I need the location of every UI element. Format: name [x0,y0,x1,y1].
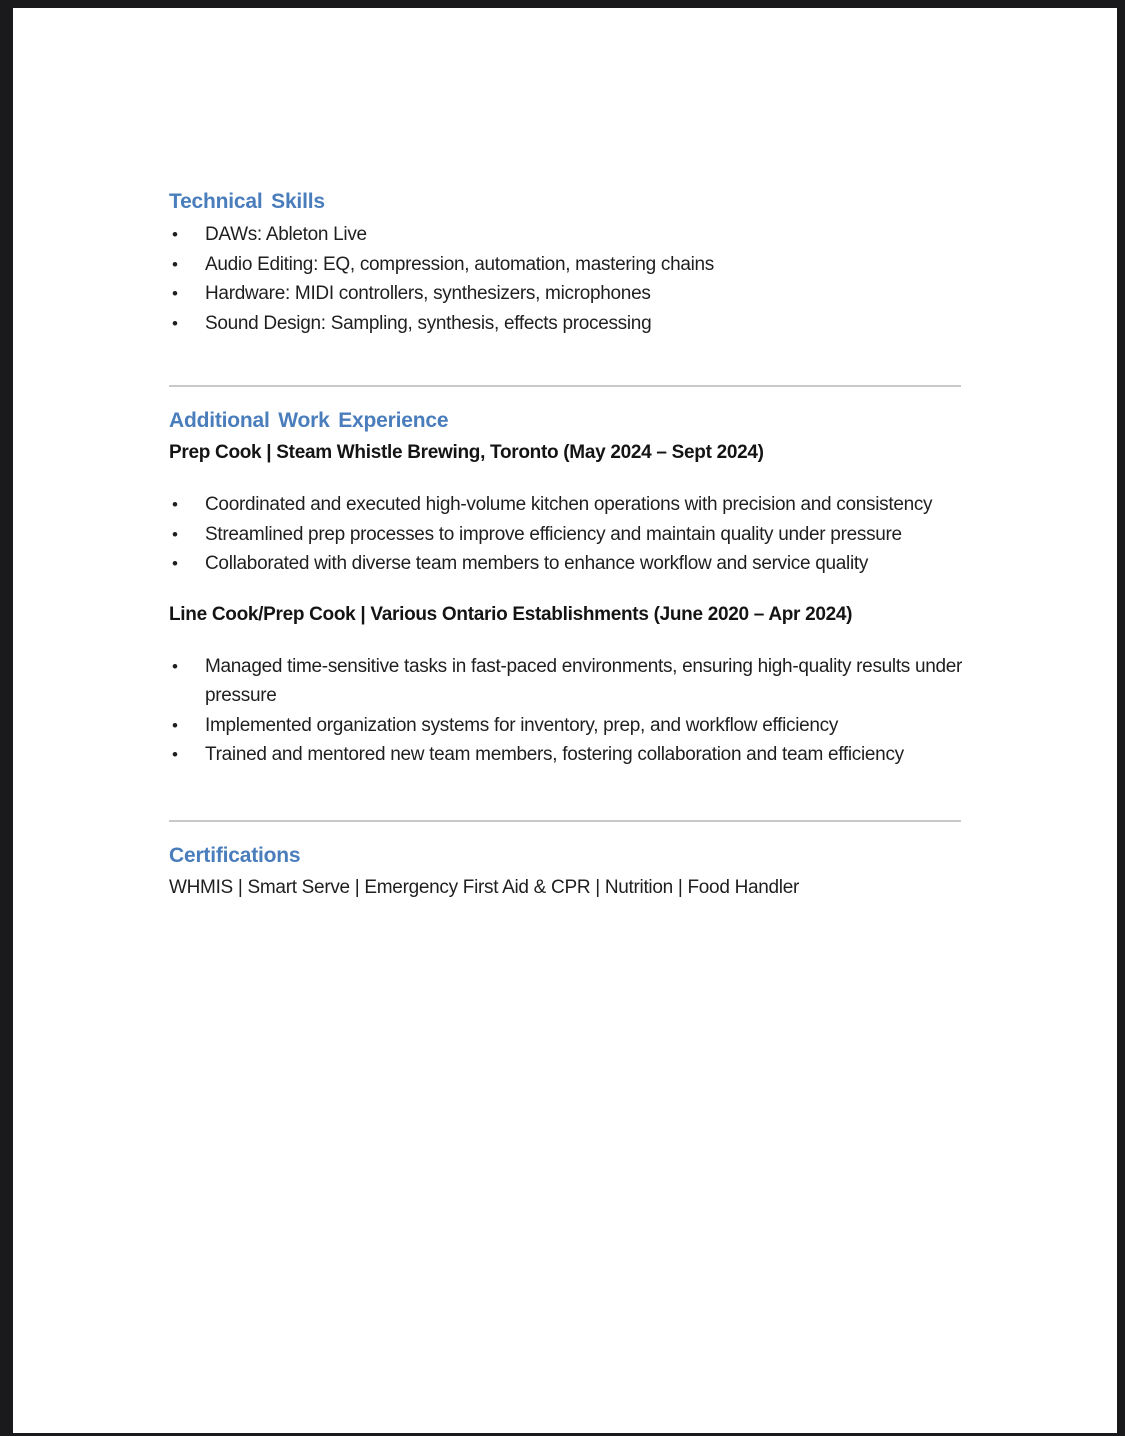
job-bullet-text: Collaborated with diverse team members to enhance workflow and service quality [205,553,869,574]
list-item [169,309,964,339]
list-item [169,740,964,770]
resume-page [13,8,1117,1433]
list-item [169,652,964,711]
list-item [169,549,964,579]
section-divider [169,385,961,387]
section-divider [169,820,961,822]
list-item [169,250,964,280]
skill-text: Sound Design: Sampling, synthesis, effects processing [205,312,652,334]
certifications-text: WHMIS | Smart Serve | Emergency First Aid & CPR | Nutrition | Food Handler [169,876,800,898]
line-cook-bullet-list [169,652,964,770]
bullet-icon: • [172,225,178,244]
bullet-icon: • [172,745,178,764]
bullet-icon: • [172,715,178,735]
skill-text: Hardware: MIDI controllers, synthesizers, microphones [205,283,651,304]
list-item [169,490,964,520]
bullet-icon: • [172,254,178,274]
section-heading-technical-skills: Technical Skills [169,190,325,213]
job-bullet-text: Streamlined prep processes to improve efficiency and maintain quality under pressure [205,523,902,545]
job-bullet-text: Managed time-sensitive tasks in fast-paced environments, ensuring high-quality results under pressure [205,655,963,706]
list-item [169,520,964,550]
job-title-prep-cook: Prep Cook | Steam Whistle Brewing, Toronto (May 2024 – Sept 2024) [169,442,764,463]
bullet-icon: • [172,524,178,544]
bullet-icon: • [172,284,178,303]
job-bullet-text: Implemented organization systems for inventory, prep, and workflow efficiency [205,714,839,736]
list-item [169,279,964,309]
prep-cook-bullet-list [169,490,964,579]
list-item [169,711,964,741]
bullet-icon: • [172,554,178,573]
skill-text: DAWs: Ableton Live [205,224,367,245]
skill-text: Audio Editing: EQ, compression, automation, mastering chains [205,253,714,275]
job-title-line-cook: Line Cook/Prep Cook | Various Ontario Establishments (June 2020 – Apr 2024) [169,603,853,625]
list-item [169,220,964,250]
technical-skills-list [169,220,964,338]
bullet-icon: • [172,313,178,333]
bullet-icon: • [172,495,178,514]
bullet-icon: • [172,656,178,676]
section-heading-certifications: Certifications [169,843,301,867]
resume-content [169,190,964,899]
job-bullet-text: Trained and mentored new team members, fostering collaboration and team efficiency [205,744,904,765]
section-heading-additional-work-experience: Additional Work Experience [169,409,449,432]
job-bullet-text: Coordinated and executed high-volume kitchen operations with precision and consistency [205,494,933,515]
